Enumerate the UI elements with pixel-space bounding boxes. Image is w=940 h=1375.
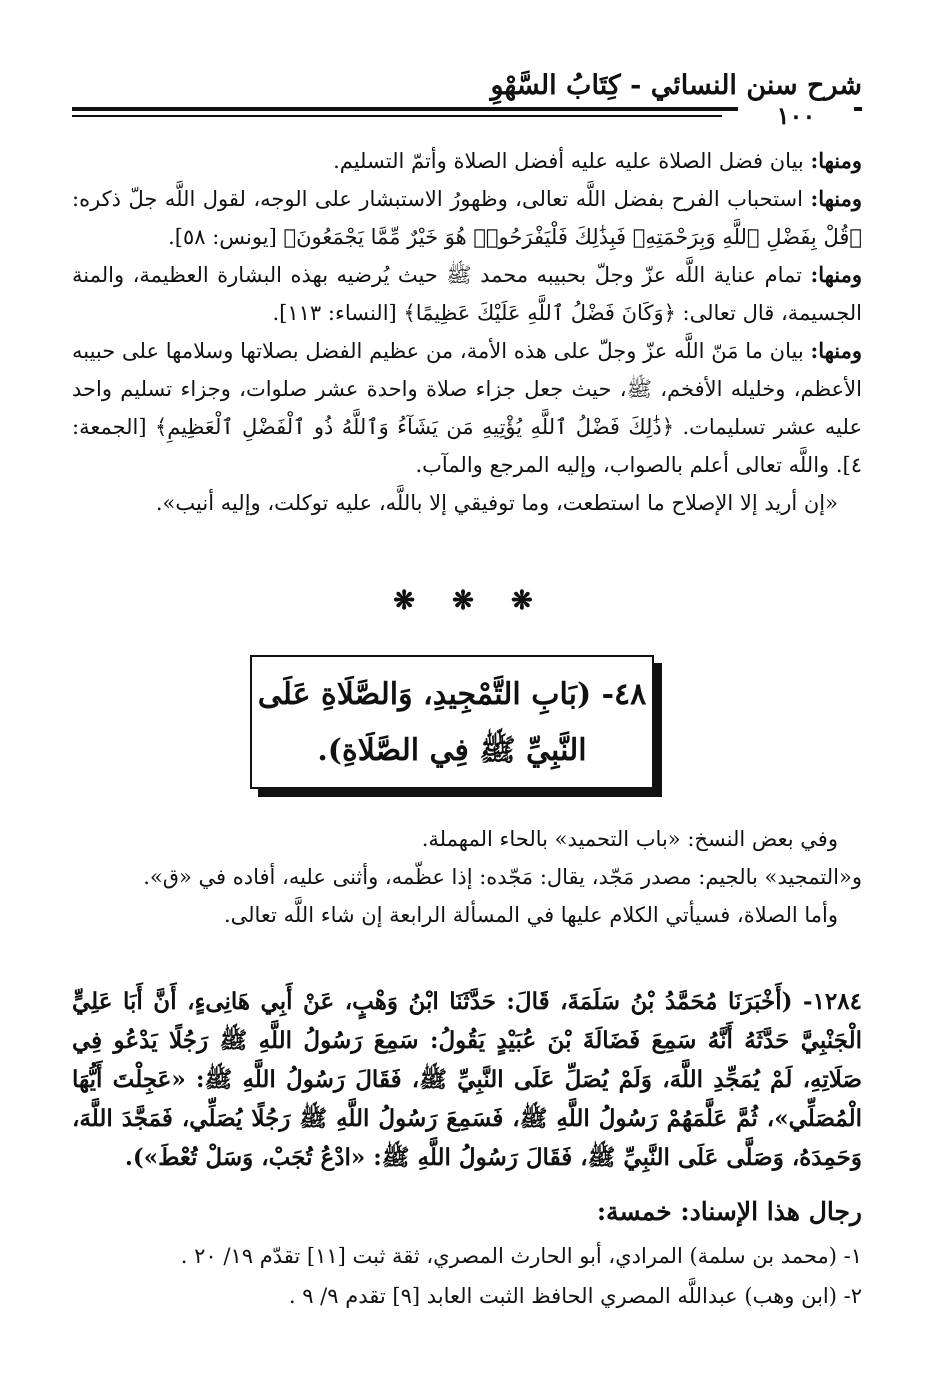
paragraph (72, 180, 862, 256)
paragraph (72, 332, 862, 484)
paragraph (72, 484, 862, 522)
paragraph: وفي بعض النسخ: «باب التحميد» بالحاء المهملة. (421, 827, 838, 851)
chapter-heading-box (250, 655, 654, 789)
paragraph-lead: ومنها: (810, 262, 862, 287)
paragraph-text: تمام عناية اللَّه عزّ وجلّ بحبيبه محمد ﷺ حيث يُرضيه بهذه البشارة العظيمة، والمنة الجسيمة، قال تعالى: ﴿وَكَانَ فَضْلُ ٱللَّهِ عَلَيْكَ عَظِيمًا﴾ [النساء: ١١٣]. (72, 263, 862, 325)
narrators-list (72, 1236, 862, 1316)
paragraph-lead: ومنها: (810, 338, 862, 363)
paragraph: و«التمجيد» بالجيم: مصدر مَجّد، يقال: مَجّده: إذا عظّمه، وأثنى عليه، أفاده في «ق». (143, 865, 862, 889)
paragraph-text: «إن أريد إلا الإصلاح ما استطعت، وما توفيقي إلا باللَّه، عليه توكلت، وإليه أنيب». (155, 491, 838, 515)
paragraph (72, 142, 862, 180)
chapter-title-line2: النَّبِيِّ ﷺ فِي الصَّلَاةِ). (317, 733, 587, 768)
paragraph-text: بيان فضل الصلاة عليه عليه أفضل الصلاة وأتمّ التسليم. (333, 149, 811, 173)
paragraph-text: استحباب الفرح بفضل اللَّه تعالى، وظهورُ الاستبشار على الوجه، لقول اللَّه جلّ ذكره: ﴿قُلْ بِفَضْلِ ٱللَّهِ وَبِرَحْمَتِهِۦ فَبِذَٰلِكَ فَلْيَفْرَحُوا۟ هُوَ خَيْرٌ مِّمَّا يَجْمَعُونَ﴾ [يونس: ٥٨]. (72, 187, 862, 249)
page-number: ١٠٠ (738, 101, 854, 130)
paragraph: وأما الصلاة، فسيأتي الكلام عليها في المسألة الرابعة إن شاء اللَّه تعالى. (223, 903, 838, 927)
header-rule-thin (72, 115, 722, 117)
chapter-commentary (72, 820, 862, 934)
hadith-text (72, 982, 862, 1177)
commentary-text (72, 142, 862, 522)
narrator-item: ٢- (ابن وهب) عبداللَّه المصري الحافظ الثبت العابد [٩] تقدم ٩/ ٩ . (288, 1284, 862, 1308)
paragraph-text: بيان ما مَنّ اللَّه عزّ وجلّ على هذه الأمة، من عظيم الفضل بصلاتها وسلامها على حبيبه الأعظم، وخليله الأفخم، ﷺ، حيث جعل جزاء صلاة واحدة عشر صلوات، وجزاء تسليم واحد عليه عشر تسليمات. ﴿ذَٰلِكَ فَضْلُ ٱللَّهِ يُؤْتِيهِ مَن يَشَآءُ وَٱللَّهُ ذُو ٱلْفَضْلِ ٱلْعَظِيمِ﴾ [الجمعة: ٤]. واللَّه تعالى أعلم بالصواب، وإليه المرجع والمآب. (72, 339, 862, 477)
narrator-item: ١- (محمد بن سلمة) المرادي، أبو الحارث المصري، ثقة ثبت [١١] تقدّم ١٩/ ٢٠ . (180, 1244, 862, 1268)
paragraph-lead: ومنها: (810, 148, 862, 173)
chapter-title-line1: ٤٨- (بَابِ التَّمْجِيدِ، وَالصَّلَاةِ عَلَى (257, 677, 647, 712)
paragraph-lead: ومنها: (810, 186, 862, 211)
paragraph (72, 256, 862, 332)
hadith-paragraph: ١٢٨٤- (أَخْبَرَنَا مُحَمَّدُ بْنُ سَلَمَةَ، قَالَ: حَدَّثَنَا ابْنُ وَهْبٍ، عَنْ أَبِي هَانِىءٍ، أَنَّ أَبَا عَلِيٍّ الْجَنْبِيَّ حَدَّثَهُ أَنَّهُ سَمِعَ فَضَالَةَ بْنَ عُبَيْدٍ يَقُولُ: سَمِعَ رَسُولُ اللَّهِ ﷺ رَجُلًا يَدْعُو فِي صَلَاتِهِ، لَمْ يُمَجِّدِ اللَّهَ، وَلَمْ يُصَلِّ عَلَى النَّبِيِّ ﷺ، فَقَالَ رَسُولُ اللَّهِ ﷺ: «عَجِلْتَ أَيُّهَا الْمُصَلِّي»، ثُمَّ عَلَّمَهُمْ رَسُولُ اللَّهِ ﷺ، فَسَمِعَ رَسُولُ اللَّهِ ﷺ رَجُلًا يُصَلِّي، فَمَجَّدَ اللَّهَ، وَحَمِدَهُ، وَصَلَّى عَلَى النَّبِيِّ ﷺ، فَقَالَ رَسُولُ اللَّهِ ﷺ: «ادْعُ تُجَبْ، وَسَلْ تُعْطَ»). (72, 988, 862, 1171)
section-separator: ❋ ❋ ❋ (393, 586, 547, 616)
narrators-heading: رجال هذا الإسناد: خمسة: (596, 1197, 862, 1226)
header-title: شرح سنن النسائي - كِتَابُ السَّهْوِ (490, 70, 862, 101)
